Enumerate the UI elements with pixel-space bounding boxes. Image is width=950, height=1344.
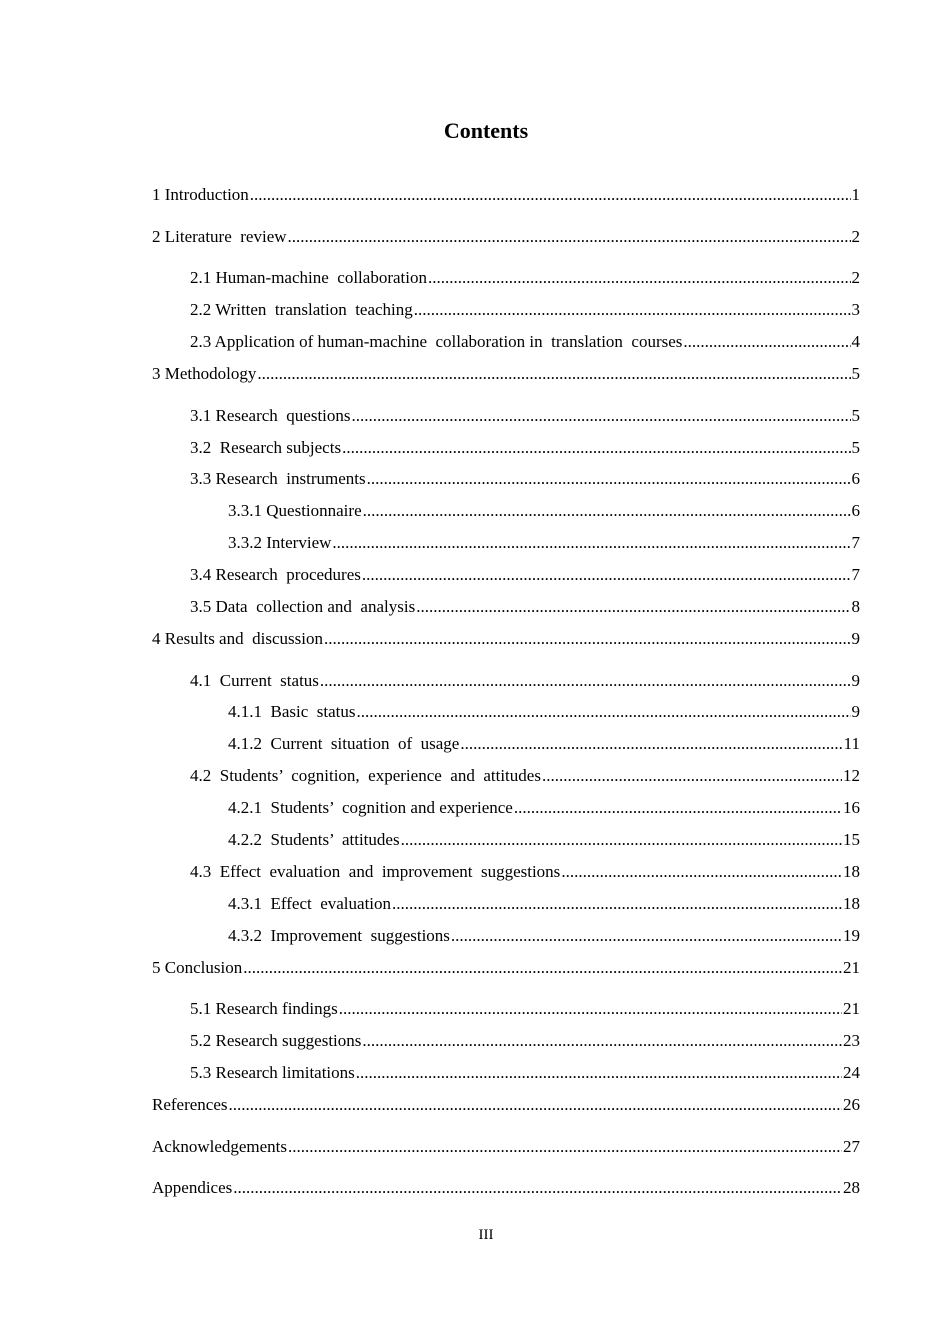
toc-entry[interactable] (190, 267, 860, 289)
toc-leader (324, 628, 851, 650)
toc-entry-page: 26 (843, 1095, 860, 1114)
toc-entry[interactable] (190, 468, 860, 490)
toc-entry[interactable] (228, 701, 860, 723)
toc-entry[interactable] (152, 226, 860, 248)
toc-entry-page: 18 (843, 894, 860, 913)
toc-entry-label: 2 Literature review (152, 227, 287, 246)
toc-leader (243, 957, 842, 979)
toc-entry-label: 3.3.1 Questionnaire (228, 501, 362, 520)
toc-leader (460, 733, 842, 755)
toc-entry-page: 1 (851, 185, 860, 204)
toc-entry[interactable] (228, 925, 860, 947)
toc-entry[interactable] (228, 893, 860, 915)
toc-entry-label: 4.3.1 Effect evaluation (228, 894, 392, 913)
toc-entry-label: 3.3 Research instruments (190, 469, 366, 488)
toc-entry[interactable] (190, 331, 860, 353)
toc-entry-page: 8 (851, 597, 860, 616)
toc-leader (332, 532, 850, 554)
toc-entry-label: 1 Introduction (152, 185, 249, 204)
toc-entry-page: 4 (851, 332, 860, 351)
toc-entry[interactable] (228, 532, 860, 554)
toc-leader (561, 861, 842, 883)
toc-entry[interactable] (190, 596, 860, 618)
toc-leader (542, 765, 842, 787)
toc-entry-page: 2 (851, 227, 860, 246)
toc-leader (367, 468, 851, 490)
toc-entry-page: 9 (851, 671, 860, 690)
toc-entry[interactable] (190, 437, 860, 459)
toc-leader (428, 267, 851, 289)
toc-entry[interactable] (228, 797, 860, 819)
toc-leader (683, 331, 850, 353)
toc-leader (451, 925, 842, 947)
toc-entry-page: 11 (843, 734, 860, 753)
toc-entry-page: 12 (843, 766, 860, 785)
toc-leader (514, 797, 842, 819)
toc-entry-label: Appendices (152, 1178, 233, 1197)
toc-entry[interactable] (152, 184, 860, 206)
toc-entry[interactable] (190, 1030, 860, 1052)
toc-entry-label: 5.1 Research findings (190, 999, 338, 1018)
toc-entry[interactable] (190, 299, 860, 321)
toc-entry-label: 4.1.2 Current situation of usage (228, 734, 460, 753)
toc-entry-label: 2.3 Application of human-machine collaboration in translation courses (190, 332, 683, 351)
toc-entry[interactable] (190, 765, 860, 787)
toc-entry-label: 4.2 Students’ cognition, experience and attitudes (190, 766, 541, 785)
toc-entry[interactable] (190, 1062, 860, 1084)
toc-entry-page: 23 (843, 1031, 860, 1050)
toc-entry-label: 5.3 Research limitations (190, 1063, 355, 1082)
toc-leader (416, 596, 850, 618)
toc-entry-label: 3.1 Research questions (190, 406, 351, 425)
toc-leader (401, 829, 842, 851)
toc-entry-label: 3 Methodology (152, 364, 257, 383)
toc-entry-page: 7 (851, 565, 860, 584)
toc-entry-page: 3 (851, 300, 860, 319)
toc-entry-label: 4.2.1 Students’ cognition and experience (228, 798, 513, 817)
toc-entry[interactable] (152, 363, 860, 385)
toc-leader (320, 670, 851, 692)
toc-leader (342, 437, 850, 459)
toc-entry[interactable] (190, 998, 860, 1020)
toc-entry-page: 16 (843, 798, 860, 817)
toc-entry-page: 6 (851, 469, 860, 488)
toc-leader (352, 405, 851, 427)
toc-entry-label: 2.2 Written translation teaching (190, 300, 413, 319)
toc-entry[interactable] (152, 957, 860, 979)
toc-leader (229, 1094, 842, 1116)
toc-entry[interactable] (228, 500, 860, 522)
toc-entry-page: 27 (843, 1137, 860, 1156)
toc-leader (362, 564, 851, 586)
toc-entry-page: 2 (851, 268, 860, 287)
toc-entry-label: 5.2 Research suggestions (190, 1031, 362, 1050)
toc-leader (257, 363, 850, 385)
toc-entry-page: 7 (851, 533, 860, 552)
toc-entry-label: 4.1.1 Basic status (228, 702, 356, 721)
toc-leader (392, 893, 842, 915)
toc-entry-label: Acknowledgements (152, 1137, 288, 1156)
toc-entry[interactable] (152, 1177, 860, 1199)
toc-entry-page: 5 (851, 364, 860, 383)
toc-leader (288, 1136, 842, 1158)
toc-entry-page: 9 (851, 702, 860, 721)
toc-entry[interactable] (190, 564, 860, 586)
page-title: Contents (443, 118, 529, 143)
toc-leader (288, 226, 851, 248)
toc-entry[interactable] (152, 1094, 860, 1116)
toc-entry-page: 21 (843, 999, 860, 1018)
toc-entry-page: 15 (843, 830, 860, 849)
toc-entry-page: 5 (851, 406, 860, 425)
toc-entry-label: References (152, 1095, 228, 1114)
toc-entry-label: 2.1 Human-machine collaboration (190, 268, 427, 287)
toc-entry[interactable] (228, 829, 860, 851)
toc-entry-label: 4.2.2 Students’ attitudes (228, 830, 400, 849)
toc-leader (356, 1062, 842, 1084)
toc-entry-label: 3.3.2 Interview (228, 533, 332, 552)
toc-entry[interactable] (190, 670, 860, 692)
toc-entry[interactable] (190, 405, 860, 427)
toc-leader (233, 1177, 842, 1199)
toc-leader (362, 1030, 842, 1052)
toc-entry-page: 18 (843, 862, 860, 881)
toc-leader (363, 500, 851, 522)
toc-entry-label: 3.4 Research procedures (190, 565, 361, 584)
toc-entry-page: 9 (851, 629, 860, 648)
toc-leader (414, 299, 851, 321)
toc-entry[interactable] (190, 861, 860, 883)
toc-entry[interactable] (228, 733, 860, 755)
toc-entry[interactable] (152, 1136, 860, 1158)
toc-entry-page: 5 (851, 438, 860, 457)
toc-entry-label: 4.3.2 Improvement suggestions (228, 926, 450, 945)
toc-leader (339, 998, 842, 1020)
toc-entry-label: 5 Conclusion (152, 958, 243, 977)
toc-entry-page: 28 (843, 1178, 860, 1197)
toc-entry-label: 3.5 Data collection and analysis (190, 597, 416, 616)
toc-entry-page: 19 (843, 926, 860, 945)
toc-entry-page: 21 (843, 958, 860, 977)
toc-entry-label: 4 Results and discussion (152, 629, 323, 648)
toc-entry-label: 4.1 Current status (190, 671, 319, 690)
toc-entry-page: 6 (851, 501, 860, 520)
toc-entry-page: 24 (843, 1063, 860, 1082)
toc-leader (357, 701, 851, 723)
toc-entry[interactable] (152, 628, 860, 650)
toc-entry-label: 4.3 Effect evaluation and improvement suggestions (190, 862, 561, 881)
page-number: III (478, 1227, 494, 1243)
toc-leader (250, 184, 851, 206)
toc-entry-label: 3.2 Research subjects (190, 438, 342, 457)
